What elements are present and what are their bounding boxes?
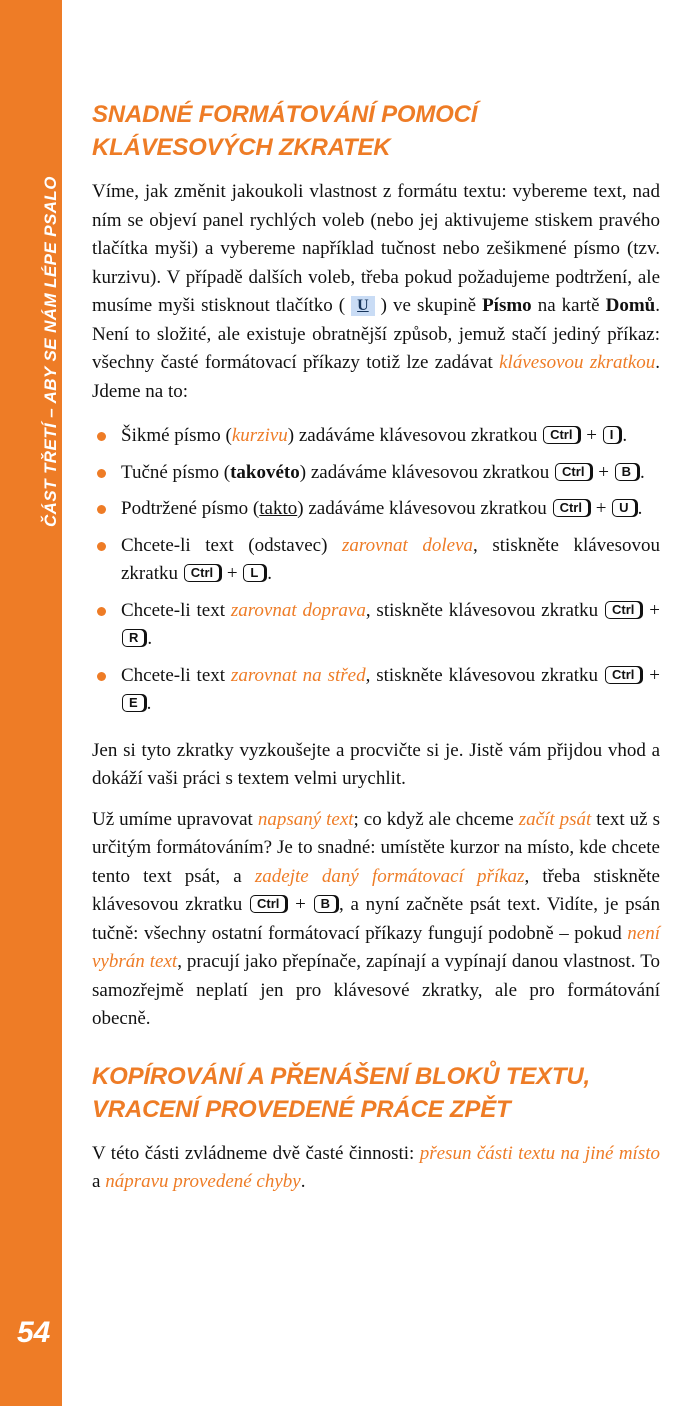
text-segment: . [637, 498, 643, 519]
underline-button-icon: U [351, 296, 375, 316]
text-segment: takto [259, 498, 298, 519]
list-item-text [121, 459, 660, 488]
text-segment: klávesovou zkratkou [499, 352, 656, 373]
keycap: E [122, 694, 145, 712]
text-segment: začít psát [518, 808, 592, 830]
bullet-icon [97, 607, 106, 616]
text-segment: + [222, 563, 243, 584]
text-segment: Šikmé písmo ( [121, 425, 232, 446]
keycap: I [603, 426, 621, 444]
list-item [92, 459, 660, 488]
text-segment: Chcete-li text [121, 599, 231, 621]
section-title-formatting: SNADNÉ FORMÁTOVÁNÍ POMOCÍ KLÁVESOVÝCH ZKRATEK [92, 101, 478, 161]
text-segment: + [590, 498, 612, 519]
keycap: Ctrl [543, 426, 579, 444]
list-item [92, 422, 660, 451]
bullet-icon [97, 469, 106, 478]
section-title-copying: KOPÍROVÁNÍ A PŘENÁŠENÍ BLOKŮ TEXTU, VRACENÍ PROVEDENÉ PRÁCE ZPĚT [92, 1062, 590, 1123]
text-segment: ) ve skupině [374, 295, 483, 316]
text-segment: Chcete-li text (odstavec) [121, 534, 343, 556]
bullet-icon [97, 432, 106, 441]
text-segment: napsaný text [257, 808, 354, 830]
text-segment: . Jdeme na to: [92, 352, 661, 402]
keycap: Ctrl [553, 499, 589, 517]
text-segment: . Není to složité, ale existuje obratnější způsob, jemuž stačí jediný příkaz: všechny časté formátovací příkazy totiž lze zadávat [92, 295, 660, 373]
keycap: Ctrl [605, 666, 641, 684]
bullet-icon [97, 505, 106, 514]
text-segment: . [622, 425, 628, 446]
list-item-text [121, 422, 660, 451]
main-content [92, 0, 660, 1209]
text-segment: ; co když ale chceme [353, 808, 519, 830]
bullet-icon [97, 542, 106, 551]
shortcut-list [92, 422, 660, 719]
text-segment: zarovnat na střed [230, 664, 366, 686]
text-segment: není vybrán text [92, 922, 660, 972]
paragraph-practice [92, 737, 660, 794]
text-segment: V této části zvládneme dvě časté činnosti: [92, 1142, 420, 1164]
text-segment: a [92, 1171, 106, 1192]
text-segment: Chcete-li text [121, 664, 231, 686]
text-segment: + [643, 599, 660, 621]
chapter-label: ČÁST TŘETÍ – ABY SE NÁM LÉPE PSALO [41, 176, 60, 527]
text-segment: Už umíme upravovat [92, 808, 258, 830]
keycap: B [314, 895, 337, 913]
list-item-text [121, 532, 660, 589]
text-segment: . [147, 628, 153, 649]
text-segment: přesun části textu na jiné místo [419, 1142, 660, 1164]
text-segment: zarovnat doprava [230, 599, 366, 621]
text-segment: + [643, 664, 661, 686]
text-segment: , třeba stiskněte klávesovou zkratku [92, 865, 660, 915]
text-segment: na kartě [531, 295, 606, 316]
text-segment: zadejte daný formátovací příkaz [254, 865, 525, 887]
keycap: U [612, 499, 635, 517]
keycap: L [243, 564, 265, 582]
list-item [92, 495, 660, 524]
keycap: Ctrl [250, 895, 286, 913]
text-segment: Jen si tyto zkratky vyzkoušejte a procvičte si je. Jistě vám přijdou vhod a dokáží vaši práci s textem velmi urychlit. [92, 739, 660, 789]
list-item-text [121, 495, 660, 524]
keycap: Ctrl [605, 601, 641, 619]
text-segment: + [288, 894, 313, 915]
text-segment: , pracují jako přepínače, zapínají a vypínají danou vlastnost. To samozřejmě neplatí jen pro klávesové zkratky, ale pro formátování obecně. [92, 951, 660, 1029]
text-segment: Písmo [482, 295, 532, 316]
text-segment: + [581, 425, 602, 446]
paragraph-intro [92, 178, 660, 406]
text-segment: Domů [605, 295, 656, 316]
text-segment: Víme, jak změnit jakoukoli vlastnost z formátu textu: vybereme text, nad ním se objeví panel rychlých voleb (nebo jej aktivujeme stiskem pravého tlačítka myši) a vybereme například tučnost nebo zešikmené písmo (tzv. kurzivu). V případě dalších voleb, třeba pokud požadujeme podtržení, ale musíme myši stisknout tlačítko ( [92, 181, 660, 316]
paragraph-section2-intro [92, 1140, 660, 1197]
text-segment: , stiskněte klávesovou zkratku [365, 664, 604, 686]
paragraph-typing [92, 806, 660, 1034]
text-segment: . [300, 1171, 306, 1192]
text-segment: ) zadáváme klávesovou zkratkou [287, 425, 543, 446]
text-segment: . [640, 461, 645, 483]
text-segment: , stiskněte klávesovou zkratku [365, 599, 605, 621]
keycap: Ctrl [184, 564, 220, 582]
text-segment: kurzivu [231, 425, 288, 446]
keycap: R [122, 629, 145, 647]
keycap: B [615, 463, 638, 481]
text-segment: Podtržené písmo ( [121, 498, 260, 519]
text-segment: nápravu provedené chyby [105, 1171, 301, 1192]
list-item-text [121, 597, 660, 654]
text-segment: , a nyní začněte psát text. Vidíte, je psán tučně: všechny ostatní formátovací příkazy fungují podobně – pokud [92, 894, 660, 944]
keycap: Ctrl [555, 463, 591, 481]
text-segment: ) zadáváme klávesovou zkratkou [299, 461, 555, 483]
list-item [92, 532, 660, 589]
bullet-icon [97, 672, 106, 681]
list-item [92, 597, 660, 654]
list-item-text [121, 662, 660, 719]
page-number: 54 [17, 1316, 51, 1349]
text-segment: Tučné písmo ( [121, 461, 231, 483]
sidebar [0, 0, 62, 1406]
text-segment: . [146, 693, 152, 714]
text-segment: text už s určitým formátováním? Je to snadné: umístěte kurzor na místo, kde chcete tento text psát, a [92, 808, 660, 887]
text-segment: + [593, 461, 614, 483]
text-segment: . [267, 563, 273, 584]
text-segment: ) zadáváme klávesovou zkratkou [297, 498, 552, 519]
text-segment: takovéto [230, 461, 300, 483]
text-segment: , stiskněte klávesovou zkratku [121, 534, 660, 584]
list-item [92, 662, 660, 719]
text-segment: zarovnat doleva [342, 534, 474, 556]
